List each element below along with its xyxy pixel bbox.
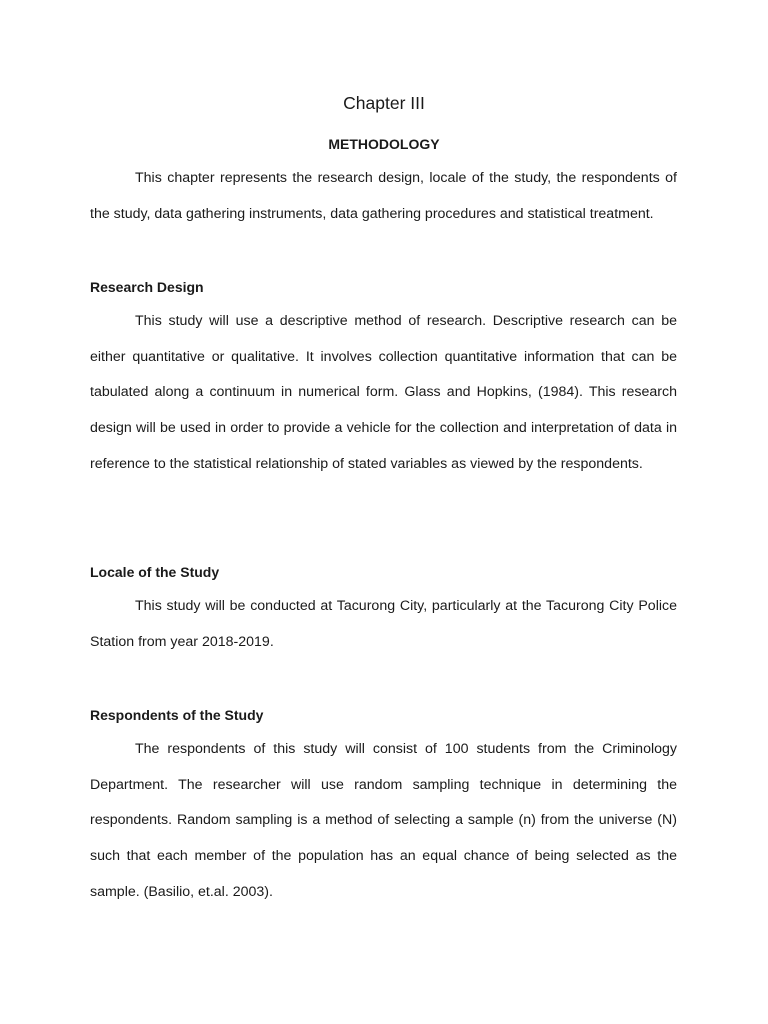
locale-paragraph: This study will be conducted at Tacurong City, particularly at the Tacurong City Police Station from year 2018-2019. (90, 598, 677, 650)
respondents-paragraph: The respondents of this study will consist of 100 students from the Criminology Department. The researcher will use random sampling technique in determining the respondents. Random sampling is a method of selecting a sample (n) from the universe (N) such that each member of the population has an equal chance of being selected as the sample. (Basilio, et.al. 2003). (90, 741, 677, 900)
locale-heading: Locale of the Study (90, 564, 220, 580)
chapter-title: Chapter III (343, 93, 425, 113)
respondents-heading: Respondents of the Study (90, 707, 264, 723)
research-design-paragraph: This study will use a descriptive method of research. Descriptive research can be either quantitative or qualitative. It involves collection quantitative information that can be tabulated along a continuum in numerical form. Glass and Hopkins, (1984). This research design will be used in order to provide a vehicle for the collection and interpretation of data in reference to the statistical relationship of stated variables as viewed by the respondents. (90, 313, 677, 472)
intro-paragraph: This chapter represents the research design, locale of the study, the respondents of the study, data gathering instruments, data gathering procedures and statistical treatment. (90, 170, 677, 222)
methodology-heading: METHODOLOGY (328, 136, 440, 152)
research-design-heading: Research Design (90, 279, 204, 295)
